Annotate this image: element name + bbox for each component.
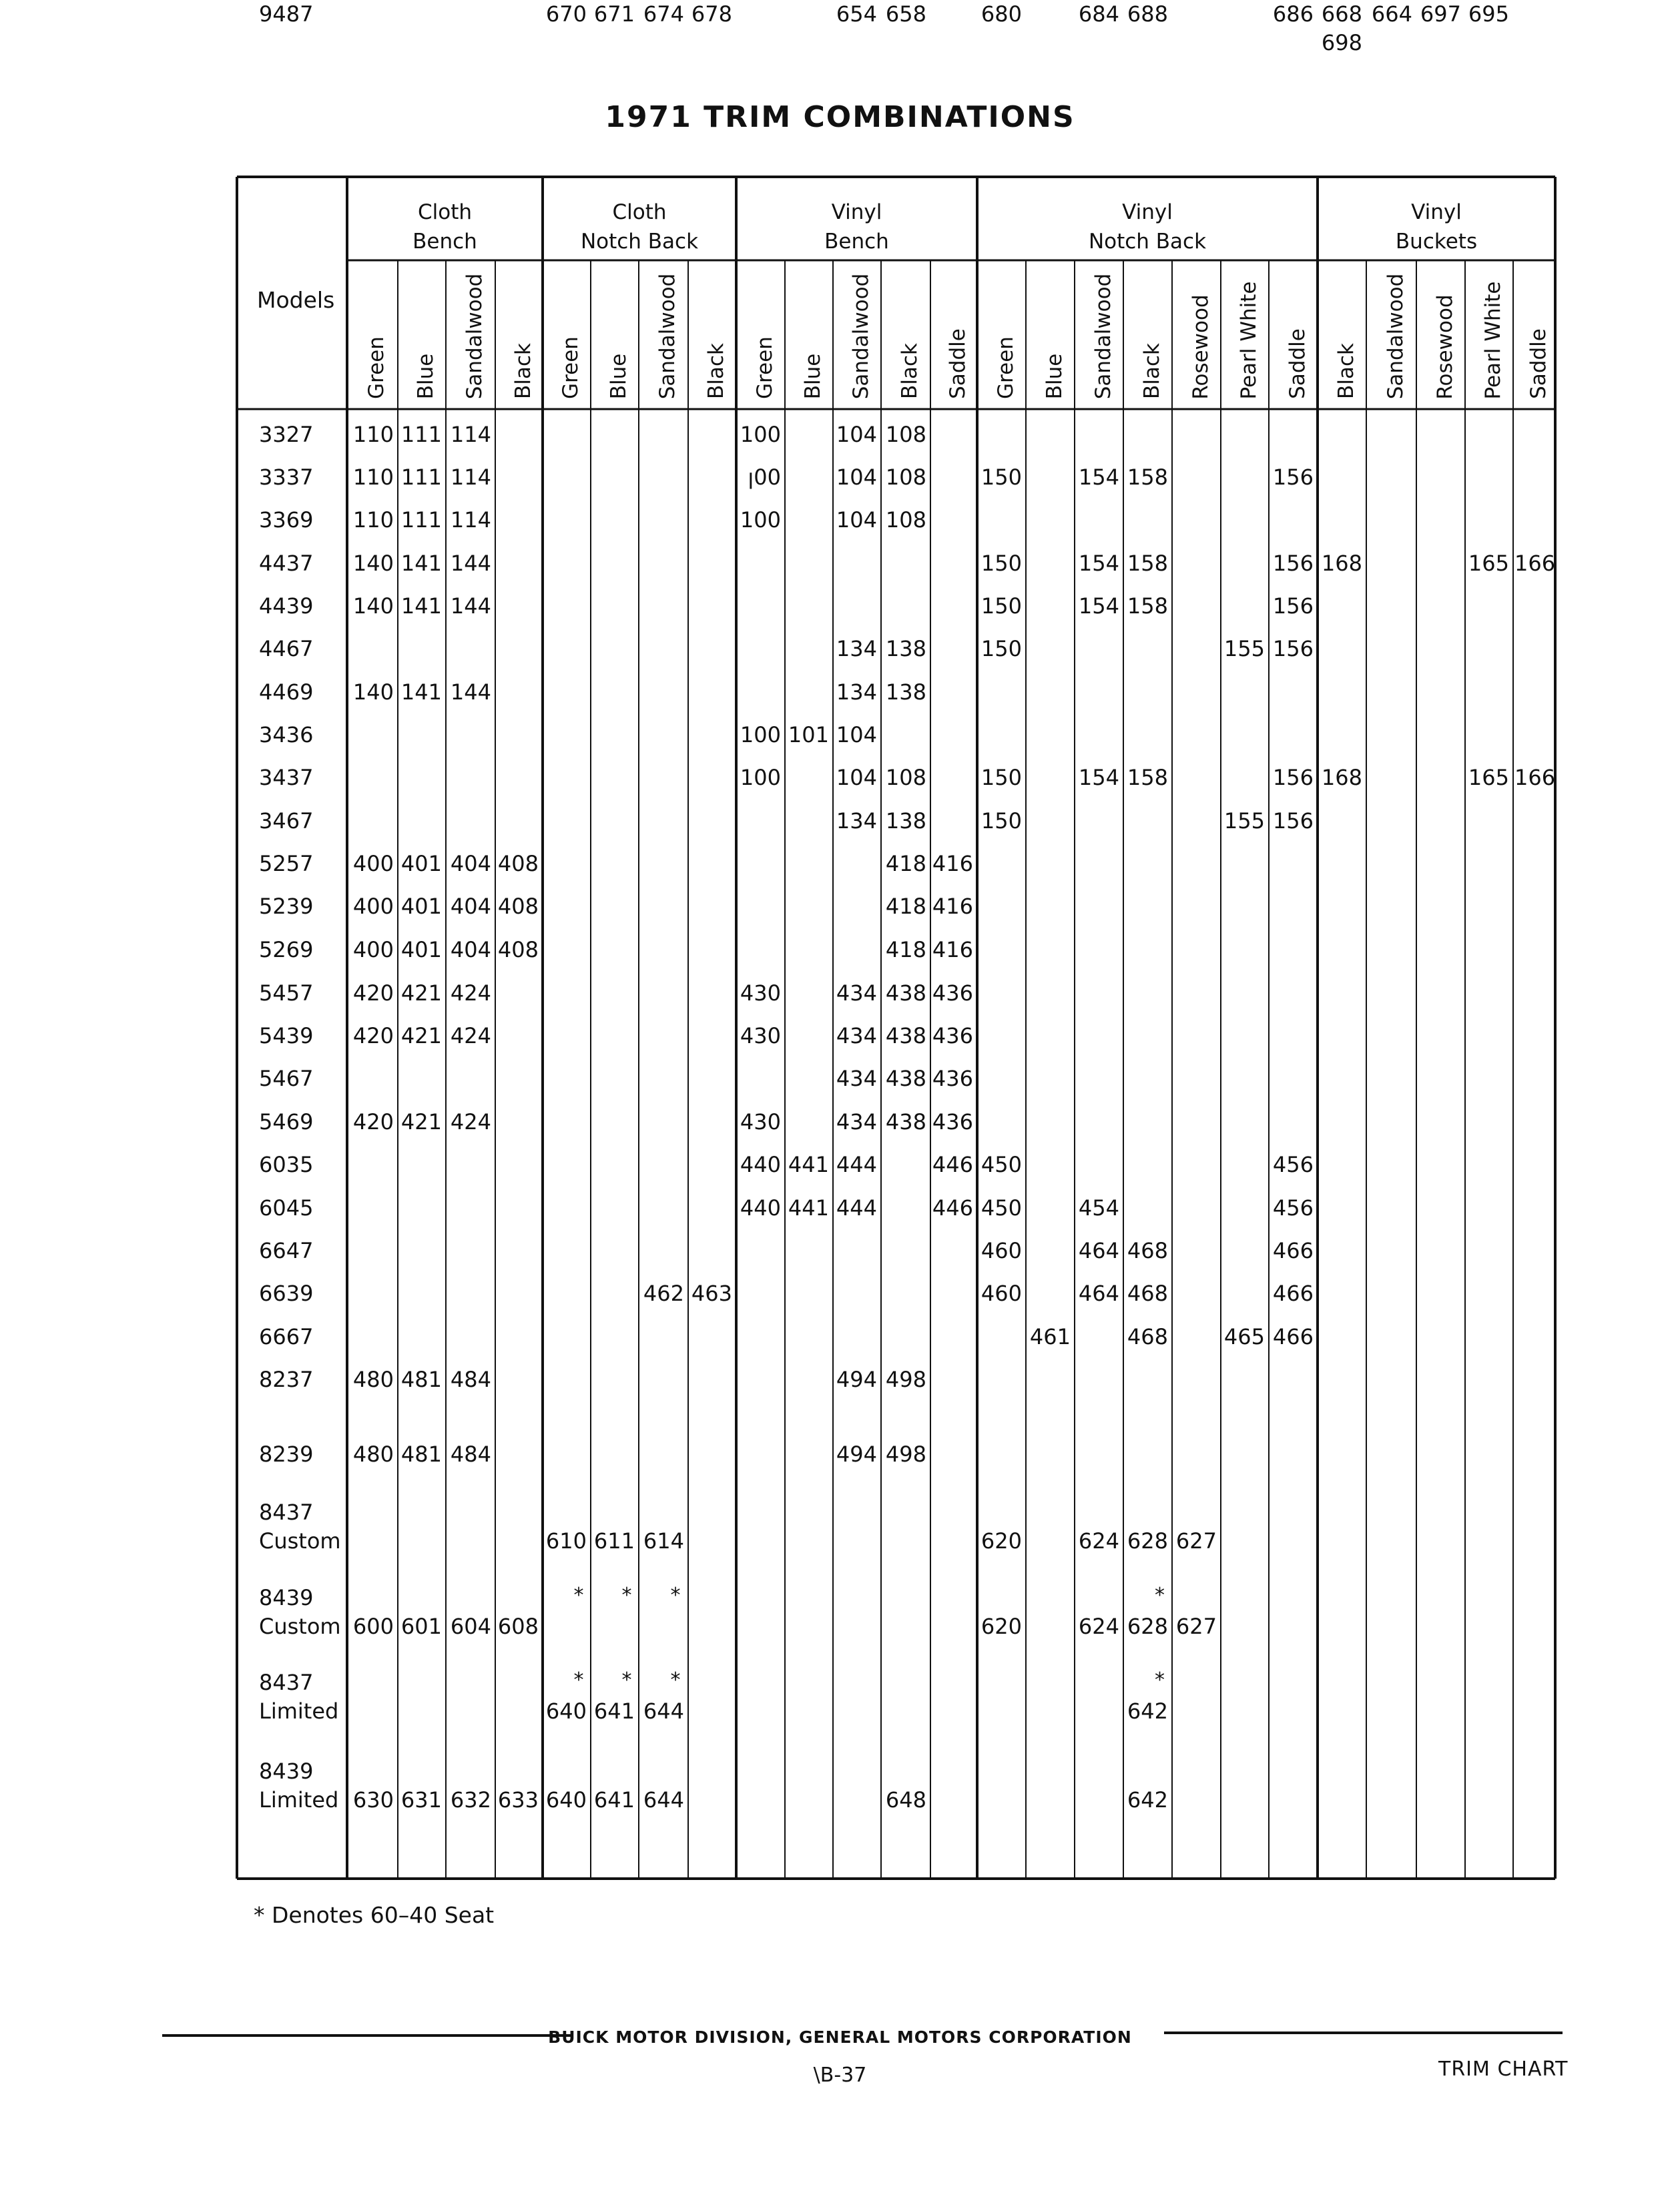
trim-code-cell: ꞁ00 xyxy=(748,464,781,490)
trim-code-cell: 640 xyxy=(545,1787,587,1813)
trim-code-cell: 154 xyxy=(1078,551,1119,576)
trim-code-cell: 600 xyxy=(352,1614,394,1639)
trim-code-cell: 430 xyxy=(740,980,781,1006)
trim-code-cell: 678 xyxy=(691,1,732,27)
trim-code-cell: 641 xyxy=(593,1698,635,1724)
trim-code-cell: 434 xyxy=(836,980,877,1006)
trim-code-cell: 156 xyxy=(1272,593,1314,619)
trim-code-cell: 111 xyxy=(400,507,442,533)
trim-code-cell: 108 xyxy=(885,422,926,447)
trim-code-cell: 114 xyxy=(450,464,491,490)
trim-code-cell: 441 xyxy=(788,1152,829,1177)
trim-code-cell: 658 xyxy=(885,1,926,27)
column-header: Sandalwood xyxy=(655,273,679,399)
column-header: Rosewood xyxy=(1188,294,1213,400)
group-material: Vinyl xyxy=(1411,200,1462,224)
trim-code-cell: 640 xyxy=(545,1698,587,1724)
column-header: Sandalwood xyxy=(463,273,487,399)
group-material: Cloth xyxy=(612,200,667,224)
column-header: Rosewood xyxy=(1432,294,1457,400)
trim-code-cell: 104 xyxy=(836,507,877,533)
trim-code-cell: 424 xyxy=(450,1109,491,1135)
model-cell: 8437 Custom xyxy=(259,1500,341,1554)
trim-code-cell: 138 xyxy=(885,808,926,834)
trim-code-cell: 620 xyxy=(981,1614,1022,1639)
trim-code-cell: 150 xyxy=(981,464,1022,490)
trim-code-cell: 627 xyxy=(1175,1614,1217,1639)
trim-code-cell: 424 xyxy=(450,980,491,1006)
group-header xyxy=(736,198,977,256)
trim-code-cell: 461 xyxy=(1029,1324,1071,1349)
trim-code-cell: 684 xyxy=(1078,1,1119,27)
group-seat-style: Notch Back xyxy=(1088,230,1207,254)
trim-code-cell: 108 xyxy=(885,765,926,790)
trim-code-cell: 400 xyxy=(352,851,394,876)
model-cell: 3436 xyxy=(259,722,314,747)
group-header xyxy=(1318,198,1555,256)
trim-code-cell: 604 xyxy=(450,1614,491,1639)
trim-code-cell: 150 xyxy=(981,765,1022,790)
trim-code-cell: 114 xyxy=(450,422,491,447)
footer-division: BUICK MOTOR DIVISION, GENERAL MOTORS CORPORATION xyxy=(548,2027,1132,2047)
trim-code-cell: 436 xyxy=(932,1109,973,1135)
trim-code-cell: 628 xyxy=(1127,1614,1168,1639)
trim-code-cell: 456 xyxy=(1272,1195,1314,1221)
column-header: Sandalwood xyxy=(849,273,873,399)
trim-code-cell: 108 xyxy=(885,507,926,533)
trim-code-cell: 446 xyxy=(932,1195,973,1221)
trim-code-cell: 695 xyxy=(1468,1,1509,27)
trim-code-cell: 140 xyxy=(352,593,394,619)
column-header: Black xyxy=(1334,343,1358,399)
trim-code-cell: 494 xyxy=(836,1367,877,1392)
seat-60-40-marker: * xyxy=(621,1584,632,1607)
trim-code-cell: 144 xyxy=(450,551,491,576)
trim-code-cell: 434 xyxy=(836,1066,877,1091)
group-material: Cloth xyxy=(417,200,473,224)
column-header: Saddle xyxy=(946,328,970,399)
trim-code-cell: 670 xyxy=(545,1,587,27)
trim-code-cell: 110 xyxy=(352,422,394,447)
trim-code-cell: 674 xyxy=(643,1,684,27)
group-seat-style: Bench xyxy=(824,230,889,254)
trim-code-cell: 134 xyxy=(836,636,877,661)
trim-code-cell: 158 xyxy=(1127,464,1168,490)
trim-code-cell: 464 xyxy=(1078,1281,1119,1306)
trim-code-cell: 416 xyxy=(932,894,973,919)
trim-code-cell: 466 xyxy=(1272,1281,1314,1306)
trim-code-cell: 644 xyxy=(643,1787,684,1813)
trim-code-cell: 404 xyxy=(450,937,491,962)
trim-code-cell: 438 xyxy=(885,1109,926,1135)
trim-code-cell: 166 xyxy=(1514,765,1556,790)
trim-code-cell: 150 xyxy=(981,551,1022,576)
trim-code-cell: 420 xyxy=(352,1023,394,1048)
trim-code-cell: 404 xyxy=(450,851,491,876)
trim-code-cell: 664 xyxy=(1371,1,1412,27)
trim-code-cell: 156 xyxy=(1272,808,1314,834)
trim-code-cell: 150 xyxy=(981,636,1022,661)
trim-code-cell: 104 xyxy=(836,464,877,490)
model-cell: 4437 xyxy=(259,551,314,576)
trim-code-cell: 481 xyxy=(400,1367,442,1392)
trim-code-cell: 498 xyxy=(885,1367,926,1392)
trim-code-cell: 418 xyxy=(885,894,926,919)
seat-60-40-marker: * xyxy=(670,1668,681,1692)
trim-code-cell: 480 xyxy=(352,1367,394,1392)
model-cell: 6045 xyxy=(259,1195,314,1221)
trim-code-cell: 632 xyxy=(450,1787,491,1813)
seat-60-40-marker: * xyxy=(670,1584,681,1607)
group-seat-style: Bench xyxy=(412,230,477,254)
trim-code-cell: 480 xyxy=(352,1442,394,1467)
trim-code-cell: 158 xyxy=(1127,593,1168,619)
trim-code-cell: 688 xyxy=(1127,1,1168,27)
trim-code-cell: 454 xyxy=(1078,1195,1119,1221)
trim-code-cell: 444 xyxy=(836,1195,877,1221)
model-cell: 8437 Limited xyxy=(259,1670,339,1724)
trim-code-cell: 156 xyxy=(1272,636,1314,661)
trim-code-cell: 614 xyxy=(643,1528,684,1554)
trim-code-cell: 158 xyxy=(1127,765,1168,790)
trim-code-cell: 100 xyxy=(740,507,781,533)
models-header: Models xyxy=(257,287,335,313)
trim-code-cell: 400 xyxy=(352,894,394,919)
column-header: Saddle xyxy=(1526,328,1551,399)
trim-code-cell: 494 xyxy=(836,1442,877,1467)
trim-code-cell: 401 xyxy=(400,851,442,876)
trim-code-cell: 168 xyxy=(1321,551,1362,576)
model-cell: 3327 xyxy=(259,422,314,447)
model-cell: 5257 xyxy=(259,851,314,876)
trim-code-cell: 154 xyxy=(1078,593,1119,619)
trim-code-cell: 468 xyxy=(1127,1238,1168,1263)
column-header: Black xyxy=(704,343,728,399)
trim-code-cell: 110 xyxy=(352,464,394,490)
group-header xyxy=(543,198,736,256)
column-header: Green xyxy=(752,336,777,399)
seat-60-40-marker: * xyxy=(621,1668,632,1692)
trim-code-cell: 642 xyxy=(1127,1698,1168,1724)
trim-code-cell: 468 xyxy=(1127,1281,1168,1306)
column-header: Green xyxy=(993,336,1018,399)
trim-code-cell: 154 xyxy=(1078,464,1119,490)
trim-code-cell: 611 xyxy=(593,1528,635,1554)
trim-code-cell: 418 xyxy=(885,937,926,962)
trim-code-cell: 138 xyxy=(885,636,926,661)
column-header: Blue xyxy=(1042,353,1067,399)
trim-code-cell: 644 xyxy=(643,1698,684,1724)
trim-code-cell: 642 xyxy=(1127,1787,1168,1813)
trim-code-cell: 400 xyxy=(352,937,394,962)
trim-code-cell: 456 xyxy=(1272,1152,1314,1177)
trim-code-cell: 601 xyxy=(400,1614,442,1639)
column-header: Green xyxy=(364,336,388,399)
trim-code-cell: 436 xyxy=(932,1023,973,1048)
trim-code-cell: 111 xyxy=(400,464,442,490)
trim-code-cell: 150 xyxy=(981,808,1022,834)
trim-code-cell: 484 xyxy=(450,1442,491,1467)
trim-code-cell: 446 xyxy=(932,1152,973,1177)
model-cell: 8237 xyxy=(259,1367,314,1392)
trim-code-cell: 680 xyxy=(981,1,1022,27)
model-cell: 5439 xyxy=(259,1023,314,1048)
trim-code-cell: 140 xyxy=(352,551,394,576)
trim-code-cell: 138 xyxy=(885,679,926,705)
model-cell: 4439 xyxy=(259,593,314,619)
trim-code-cell: 165 xyxy=(1468,765,1509,790)
group-material: Vinyl xyxy=(831,200,882,224)
trim-code-cell: 430 xyxy=(740,1109,781,1135)
model-cell: 3467 xyxy=(259,808,314,834)
trim-code-cell: 421 xyxy=(400,980,442,1006)
trim-code-cell: 416 xyxy=(932,937,973,962)
trim-code-cell: 430 xyxy=(740,1023,781,1048)
trim-code-cell: 141 xyxy=(400,593,442,619)
trim-code-cell: 401 xyxy=(400,894,442,919)
trim-code-cell: 436 xyxy=(932,980,973,1006)
trim-code-cell: 404 xyxy=(450,894,491,919)
model-cell: 8439 Custom xyxy=(259,1585,341,1639)
trim-code-cell: 111 xyxy=(400,422,442,447)
model-cell: 5269 xyxy=(259,937,314,962)
trim-code-cell: 460 xyxy=(981,1238,1022,1263)
footer-label: TRIM CHART xyxy=(1438,2058,1569,2081)
group-header xyxy=(977,198,1318,256)
model-cell: 3369 xyxy=(259,507,314,533)
trim-code-cell: 416 xyxy=(932,851,973,876)
model-cell: 6035 xyxy=(259,1152,314,1177)
trim-code-cell: 671 xyxy=(593,1,635,27)
trim-code-cell: 648 xyxy=(885,1787,926,1813)
trim-code-cell: 104 xyxy=(836,722,877,747)
trim-code-cell: 144 xyxy=(450,679,491,705)
trim-code-cell: 420 xyxy=(352,1109,394,1135)
trim-code-cell: 156 xyxy=(1272,464,1314,490)
group-seat-style: Buckets xyxy=(1395,230,1478,254)
trim-code-cell: 421 xyxy=(400,1023,442,1048)
seat-60-40-marker: * xyxy=(1155,1668,1165,1692)
trim-code-cell: 155 xyxy=(1223,636,1265,661)
page-title: 1971 TRIM COMBINATIONS xyxy=(605,100,1075,134)
trim-code-cell: 460 xyxy=(981,1281,1022,1306)
trim-code-cell: 134 xyxy=(836,679,877,705)
group-seat-style: Notch Back xyxy=(580,230,699,254)
model-cell: 5467 xyxy=(259,1066,314,1091)
trim-code-cell: 450 xyxy=(981,1195,1022,1221)
trim-code-cell: 434 xyxy=(836,1109,877,1135)
trim-code-cell: 468 xyxy=(1127,1324,1168,1349)
trim-code-cell: 464 xyxy=(1078,1238,1119,1263)
seat-60-40-marker: * xyxy=(573,1584,584,1607)
model-cell: 5239 xyxy=(259,894,314,919)
trim-code-cell: 434 xyxy=(836,1023,877,1048)
group-material: Vinyl xyxy=(1122,200,1173,224)
model-cell: 3337 xyxy=(259,464,314,490)
column-header: Saddle xyxy=(1285,328,1310,399)
trim-code-cell: 420 xyxy=(352,980,394,1006)
footnote: * Denotes 60–40 Seat xyxy=(254,1902,495,1928)
column-header: Green xyxy=(559,336,583,399)
trim-code-cell: 418 xyxy=(885,851,926,876)
trim-code-cell: 440 xyxy=(740,1195,781,1221)
trim-code-cell: 620 xyxy=(981,1528,1022,1554)
trim-code-cell: 166 xyxy=(1514,551,1556,576)
trim-code-cell: 104 xyxy=(836,422,877,447)
seat-60-40-marker: * xyxy=(573,1668,584,1692)
trim-code-cell: 438 xyxy=(885,1066,926,1091)
trim-code-cell: 104 xyxy=(836,765,877,790)
column-header: Sandalwood xyxy=(1091,273,1115,399)
model-cell: 3437 xyxy=(259,765,314,790)
trim-code-cell: 466 xyxy=(1272,1324,1314,1349)
trim-code-cell: 401 xyxy=(400,937,442,962)
trim-code-cell: 114 xyxy=(450,507,491,533)
trim-code-cell: 436 xyxy=(932,1066,973,1091)
trim-code-cell: 686 xyxy=(1272,1,1314,27)
trim-code-cell: 150 xyxy=(981,593,1022,619)
column-header: Pearl White xyxy=(1237,280,1261,400)
seat-60-40-marker: * xyxy=(1155,1584,1165,1607)
model-cell: 6647 xyxy=(259,1238,314,1263)
trim-code-cell: 110 xyxy=(352,507,394,533)
trim-code-cell: 438 xyxy=(885,1023,926,1048)
trim-code-cell: 654 xyxy=(836,1,877,27)
model-cell: 4469 xyxy=(259,679,314,705)
trim-code-cell: 101 xyxy=(788,722,829,747)
trim-code-cell: 465 xyxy=(1223,1324,1265,1349)
trim-code-cell: 627 xyxy=(1175,1528,1217,1554)
column-header: Blue xyxy=(607,353,631,399)
trim-code-cell: 141 xyxy=(400,551,442,576)
column-header: Blue xyxy=(801,353,825,399)
trim-code-cell: 466 xyxy=(1272,1238,1314,1263)
trim-code-cell: 141 xyxy=(400,679,442,705)
trim-code-cell: 154 xyxy=(1078,765,1119,790)
trim-code-cell: 481 xyxy=(400,1442,442,1467)
trim-code-cell: 463 xyxy=(691,1281,732,1306)
trim-code-cell: 624 xyxy=(1078,1614,1119,1639)
trim-code-cell: 100 xyxy=(740,722,781,747)
model-cell: 6639 xyxy=(259,1281,314,1306)
trim-code-cell: 408 xyxy=(497,894,539,919)
model-cell: 5457 xyxy=(259,980,314,1006)
model-cell: 8439 Limited xyxy=(259,1759,339,1813)
column-header: Black xyxy=(898,343,922,399)
trim-code-cell: 438 xyxy=(885,980,926,1006)
trim-code-cell: 624 xyxy=(1078,1528,1119,1554)
trim-code-cell: 165 xyxy=(1468,551,1509,576)
model-cell: 9487 xyxy=(259,1,314,27)
trim-code-cell: 441 xyxy=(788,1195,829,1221)
trim-code-cell: 424 xyxy=(450,1023,491,1048)
trim-code-cell: 158 xyxy=(1127,551,1168,576)
trim-code-cell: 100 xyxy=(740,422,781,447)
trim-code-cell: 450 xyxy=(981,1152,1022,1177)
trim-code-cell: 155 xyxy=(1223,808,1265,834)
trim-code-cell: 631 xyxy=(400,1787,442,1813)
trim-code-cell: 610 xyxy=(545,1528,587,1554)
trim-code-cell: 641 xyxy=(593,1787,635,1813)
column-header: Black xyxy=(1139,343,1164,399)
trim-code-cell: 628 xyxy=(1127,1528,1168,1554)
trim-code-cell: 100 xyxy=(740,765,781,790)
trim-code-cell: 444 xyxy=(836,1152,877,1177)
trim-code-cell: 408 xyxy=(497,851,539,876)
trim-code-cell: 668 698 xyxy=(1321,1,1362,55)
column-header: Blue xyxy=(414,353,438,399)
trim-code-cell: 608 xyxy=(497,1614,539,1639)
trim-code-cell: 421 xyxy=(400,1109,442,1135)
page-number: \B-37 xyxy=(813,2064,867,2087)
trim-code-cell: 156 xyxy=(1272,551,1314,576)
column-header: Black xyxy=(511,343,535,399)
trim-code-cell: 462 xyxy=(643,1281,684,1306)
model-cell: 4467 xyxy=(259,636,314,661)
trim-code-cell: 134 xyxy=(836,808,877,834)
trim-code-cell: 484 xyxy=(450,1367,491,1392)
trim-code-cell: 630 xyxy=(352,1787,394,1813)
trim-code-cell: 697 xyxy=(1420,1,1461,27)
model-cell: 5469 xyxy=(259,1109,314,1135)
trim-code-cell: 408 xyxy=(497,937,539,962)
trim-code-cell: 140 xyxy=(352,679,394,705)
trim-code-cell: 156 xyxy=(1272,765,1314,790)
trim-code-cell: 498 xyxy=(885,1442,926,1467)
model-cell: 6667 xyxy=(259,1324,314,1349)
trim-code-cell: 144 xyxy=(450,593,491,619)
trim-code-cell: 168 xyxy=(1321,765,1362,790)
column-header: Pearl White xyxy=(1481,280,1505,400)
trim-code-cell: 633 xyxy=(497,1787,539,1813)
trim-code-cell: 440 xyxy=(740,1152,781,1177)
trim-code-cell: 108 xyxy=(885,464,926,490)
model-cell: 8239 xyxy=(259,1442,314,1467)
group-header xyxy=(347,198,543,256)
column-header: Sandalwood xyxy=(1383,273,1408,399)
